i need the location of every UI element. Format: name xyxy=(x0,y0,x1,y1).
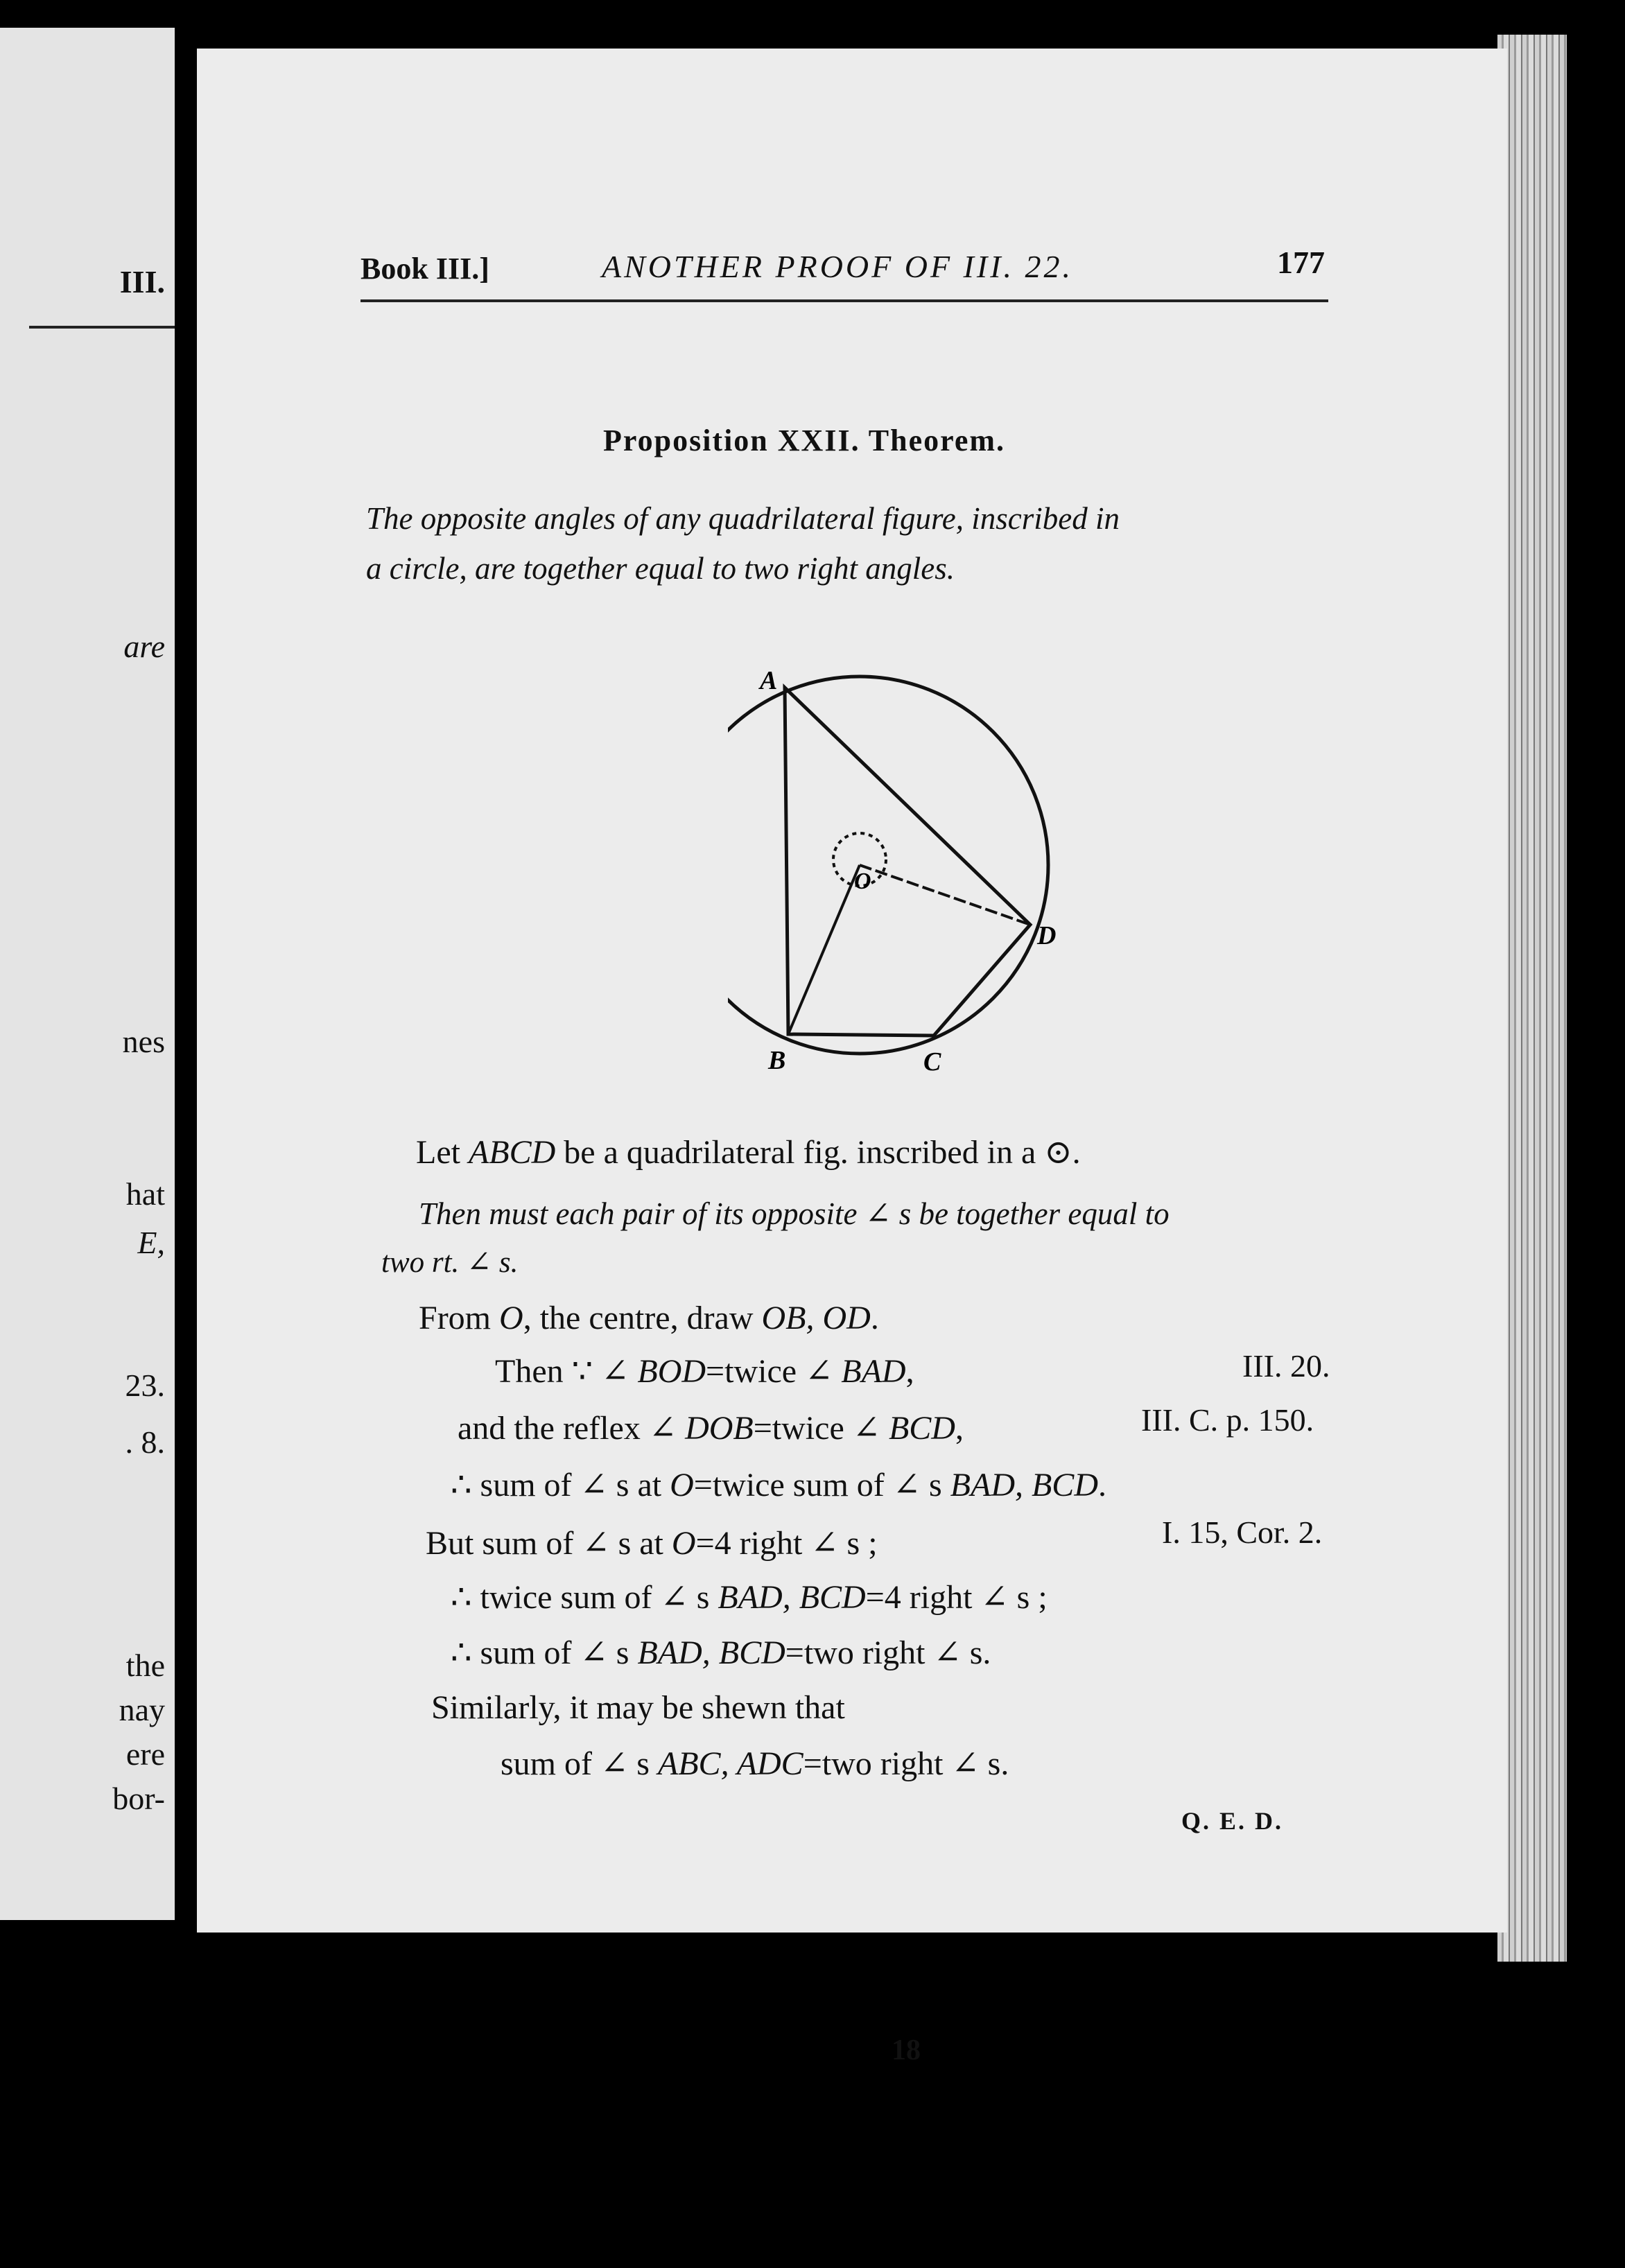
proof-line-3: two rt. ∠ s. xyxy=(381,1246,519,1279)
label-d: D xyxy=(1037,921,1057,950)
proof-text: . xyxy=(1097,1467,1106,1503)
proof-text: BAD, BCD xyxy=(718,1579,866,1616)
proof-line-8 xyxy=(426,1524,878,1562)
proof-text: =twice ∠ xyxy=(706,1353,842,1390)
proof-text: OB, OD xyxy=(761,1300,871,1336)
proof-line-5 xyxy=(495,1352,914,1390)
circle xyxy=(728,677,1048,1054)
left-page-fragment: hat xyxy=(125,1176,165,1212)
left-page-fragment: E, xyxy=(137,1225,165,1260)
proof-text: =twice sum of ∠ s xyxy=(693,1467,950,1503)
proposition-title: Proposition XXII. Theorem. xyxy=(603,424,1006,457)
proof-text: DOB xyxy=(685,1410,754,1447)
proof-text: BAD, BCD xyxy=(950,1467,1098,1503)
proof-text: ABC, ADC xyxy=(657,1745,803,1782)
left-page-fragment: bor- xyxy=(112,1781,165,1816)
proof-text: From xyxy=(419,1300,500,1336)
proof-text: O xyxy=(499,1300,523,1336)
left-page-fragment: nes xyxy=(122,1024,165,1059)
proof-text: =4 right ∠ s ; xyxy=(865,1579,1048,1616)
proof-line-1 xyxy=(416,1133,1081,1171)
proof-text: BAD, BCD xyxy=(637,1634,785,1671)
page-number: 177 xyxy=(1277,245,1325,280)
proof-line-2: Then must each pair of its opposite ∠ s be together equal to xyxy=(419,1196,1170,1231)
proof-text: But sum of ∠ s at xyxy=(426,1525,672,1562)
proof-line-12 xyxy=(501,1744,1009,1783)
left-page-rule xyxy=(29,326,175,329)
proof-text: Let xyxy=(416,1134,469,1171)
proof-line-7 xyxy=(451,1465,1106,1504)
header-rule xyxy=(360,299,1328,302)
left-page-fragment: ere xyxy=(125,1736,165,1772)
proof-text: , xyxy=(955,1410,964,1447)
left-page-fragment: the xyxy=(125,1648,165,1683)
enunciation-line: a circle, are together equal to two right angles. xyxy=(366,551,955,586)
reference-iii-20: III. 20. xyxy=(1242,1348,1330,1384)
proof-text: =twice ∠ xyxy=(753,1410,889,1447)
proof-line-4 xyxy=(419,1299,879,1337)
label-b: B xyxy=(768,1046,786,1075)
proof-text: ABCD xyxy=(468,1134,556,1171)
proof-text: be a quadrilateral fig. inscribed in a ⊙. xyxy=(555,1134,1081,1171)
proof-text: BCD xyxy=(888,1410,955,1447)
left-page-fragment: are xyxy=(123,629,165,664)
proof-text: O xyxy=(670,1467,694,1503)
circle-quadrilateral-diagram xyxy=(728,647,1088,1077)
qed-mark: Q. E. D. xyxy=(1181,1807,1284,1835)
enunciation-line: The opposite angles of any quadrilateral figure, inscribed in xyxy=(366,501,1120,536)
proof-line-9 xyxy=(451,1578,1048,1616)
proof-text: ∴ twice sum of ∠ s xyxy=(451,1579,718,1616)
left-page-fragment: III. xyxy=(119,264,165,299)
label-o: O xyxy=(854,869,871,894)
left-page-fragment: nay xyxy=(119,1692,165,1727)
proof-text: =two right ∠ s. xyxy=(803,1745,1009,1782)
reference-iii-c: III. C. p. 150. xyxy=(1141,1402,1314,1438)
proof-text: , xyxy=(905,1353,914,1390)
proof-text: . xyxy=(870,1300,879,1336)
running-head-book: Book III.] xyxy=(360,252,489,286)
proof-text: =two right ∠ s. xyxy=(785,1634,991,1671)
proof-text: sum of ∠ s xyxy=(501,1745,658,1782)
proof-text: BAD xyxy=(841,1353,906,1390)
left-facing-page xyxy=(0,28,175,1920)
label-a: A xyxy=(760,666,778,695)
reference-i-15: I. 15, Cor. 2. xyxy=(1162,1515,1323,1550)
quadrilateral-abcd xyxy=(785,688,1030,1036)
radius-ob xyxy=(788,865,860,1034)
proof-text: and the reflex ∠ xyxy=(458,1410,686,1447)
proof-text: ∴ sum of ∠ s xyxy=(451,1634,638,1671)
page-edges xyxy=(1497,35,1567,1962)
proof-text: ∴ sum of ∠ s at xyxy=(451,1467,670,1503)
left-page-fragment: . 8. xyxy=(125,1424,165,1460)
proof-line-11: Similarly, it may be shewn that xyxy=(431,1689,845,1726)
proof-text: BOD xyxy=(637,1353,706,1390)
radius-od xyxy=(860,865,1030,925)
proof-line-6 xyxy=(458,1408,964,1447)
proof-text: =4 right ∠ s ; xyxy=(695,1525,878,1562)
proof-line-10 xyxy=(451,1633,991,1672)
proof-text: Then ∵ ∠ xyxy=(495,1353,638,1390)
proof-text: O xyxy=(671,1525,696,1562)
signature-mark: 18 xyxy=(892,2034,921,2066)
book-gutter xyxy=(175,0,197,2268)
left-page-fragment: 23. xyxy=(125,1368,165,1403)
running-head-title: ANOTHER PROOF OF III. 22. xyxy=(602,249,1074,284)
proof-text: , the centre, draw xyxy=(523,1300,762,1336)
label-c: C xyxy=(923,1047,941,1076)
